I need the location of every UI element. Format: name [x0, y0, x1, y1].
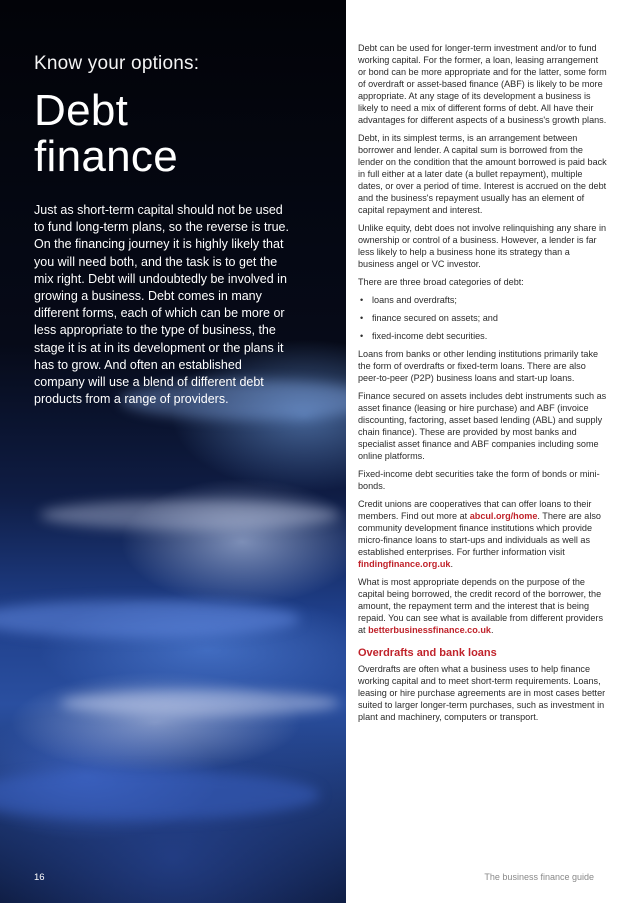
page-title-line-2: finance: [34, 132, 178, 181]
text-span: What is most appropriate depends on the purpose of the capital being borrowed, the credit record of the borrower, the amount, the repayment term and the interest that is being repaid. You can see what is available from different providers at: [358, 577, 604, 635]
abcul-link[interactable]: abcul.org/home: [469, 511, 538, 521]
paragraph: Unlike equity, debt does not involve relinquishing any share in ownership or control of a business. However, a lender is far less likely to help a business hone its strategy than a business angel or VC investor.: [358, 223, 607, 269]
paragraph: Finance secured on assets includes debt instruments such as asset finance (leasing or hire purchase) and ABF (invoice discounting, factoring, asset based lending (ABL) and supply chain finance). These are provided by most banks and specialist asset finance and ABF companies including some online platforms.: [358, 391, 607, 461]
body-column: [358, 42, 608, 729]
paragraph: Loans from banks or other lending institutions primarily take the form of overdrafts or fixed-term loans. There are also peer-to-peer (P2P) business loans and start-up loans.: [358, 349, 599, 383]
paragraph: Overdrafts are often what a business uses to help finance working capital and to meet short-term requirements. Loans, leasing or hire purchase agreements are in most cases better suited to larger longer-term purchases, such as investment in plant and machinery, computers or transport.: [358, 664, 606, 722]
page-number: 16: [34, 872, 45, 883]
kicker-heading: Know your options:: [34, 53, 200, 74]
text-span: .: [490, 625, 494, 635]
intro-block: [34, 52, 294, 408]
light-streak: [0, 770, 320, 820]
light-streak: [0, 600, 300, 638]
intro-paragraph: Just as short-term capital should not be used to fund long-term plans, so the reverse is true. On the financing journey it is highly likely that you will need both, and the task is to get the mix right. Debt will undoubtedly be involved in growing a business. Debt comes in many different forms, each of which can be more or less appropriate to the type of business, the stage it is at in its development or the plans it has to grow. And often an established company will use a blend of different debt products from a range of providers.: [34, 203, 289, 407]
paragraph: [358, 498, 608, 570]
list-item: • finance secured on assets; and: [358, 312, 608, 324]
betterbusinessfinance-link[interactable]: betterbusinessfinance.co.uk: [368, 625, 491, 635]
paragraph: Debt, in its simplest terms, is an arrangement between borrower and lender. A capital sum is borrowed from the lender on the condition that the amount borrowed is paid back in full either at a later date (a bullet repayment), multiple dates, or over a period of time. Interest is accrued on the debt and the business's repayment usually has an element of capital repayment and interest.: [358, 133, 607, 215]
footer-title: The business finance guide: [484, 872, 594, 882]
findingfinance-link[interactable]: findingfinance.org.uk: [358, 559, 451, 569]
page-title-line-1: Debt: [34, 86, 129, 135]
paragraph: [358, 576, 608, 636]
text-span: .: [450, 559, 453, 569]
list-item: • fixed-income debt securities.: [358, 330, 608, 342]
light-streak: [40, 500, 340, 530]
list-item: • loans and overdrafts;: [358, 294, 608, 306]
paragraph: Fixed-income debt securities take the form of bonds or mini-bonds.: [358, 469, 600, 491]
paragraph: Debt can be used for longer-term investment and/or to fund working capital. For the former, a loan, leasing arrangement or bond can be more appropriate and for the latter, some form of overdraft or asset-based finance (ABF) is likely to be more appropriate. At any stage of its development a business is likely to need a mix of different forms of debt. All have their advantages for different aspects of a business's growth plans.: [358, 43, 607, 125]
section-heading: Overdrafts and bank loans: [358, 647, 497, 659]
light-streak: [60, 690, 340, 716]
debt-categories-list: [358, 294, 608, 342]
text-span: . There are also community development finance institutions which provide micro-finance loans to start-ups and individuals as well as established enterprises. For further information visit: [358, 511, 601, 557]
paragraph: There are three broad categories of debt:: [358, 277, 524, 287]
text-span: Credit unions are cooperatives that can offer loans to their members. Find out more at: [358, 499, 592, 521]
